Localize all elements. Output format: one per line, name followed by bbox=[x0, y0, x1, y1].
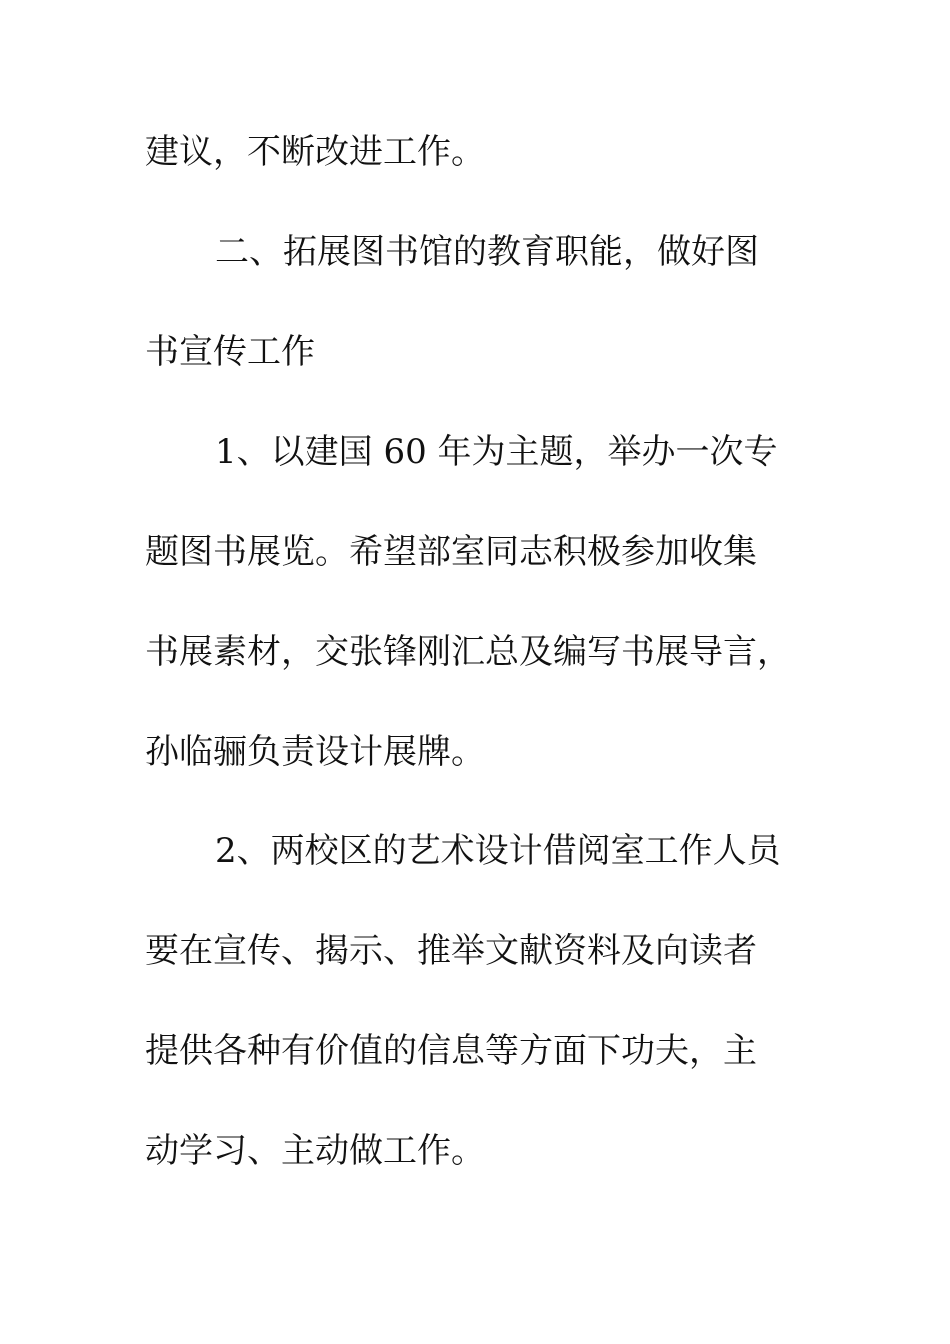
paragraph-line: 孙临骊负责设计展牌。 bbox=[145, 732, 485, 772]
paragraph-line: 要在宣传、揭示、推举文献资料及向读者 bbox=[145, 931, 757, 971]
paragraph-line: 题图书展览。希望部室同志积极参加收集 bbox=[145, 532, 757, 572]
paragraph-line: 2、两校区的艺术设计借阅室工作人员 bbox=[215, 831, 781, 871]
paragraph-line: 动学习、主动做工作。 bbox=[145, 1131, 485, 1171]
paragraph-line: 1、以建国 60 年为主题，举办一次专 bbox=[215, 432, 778, 472]
paragraph-line: 提供各种有价值的信息等方面下功夫，主 bbox=[145, 1031, 757, 1071]
section-heading-line: 二、拓展图书馆的教育职能，做好图 bbox=[215, 232, 759, 272]
paragraph-line: 书展素材，交张锋刚汇总及编写书展导言， bbox=[145, 632, 791, 672]
paragraph-line: 建议，不断改进工作。 bbox=[145, 132, 485, 172]
section-heading-line: 书宣传工作 bbox=[145, 332, 315, 372]
